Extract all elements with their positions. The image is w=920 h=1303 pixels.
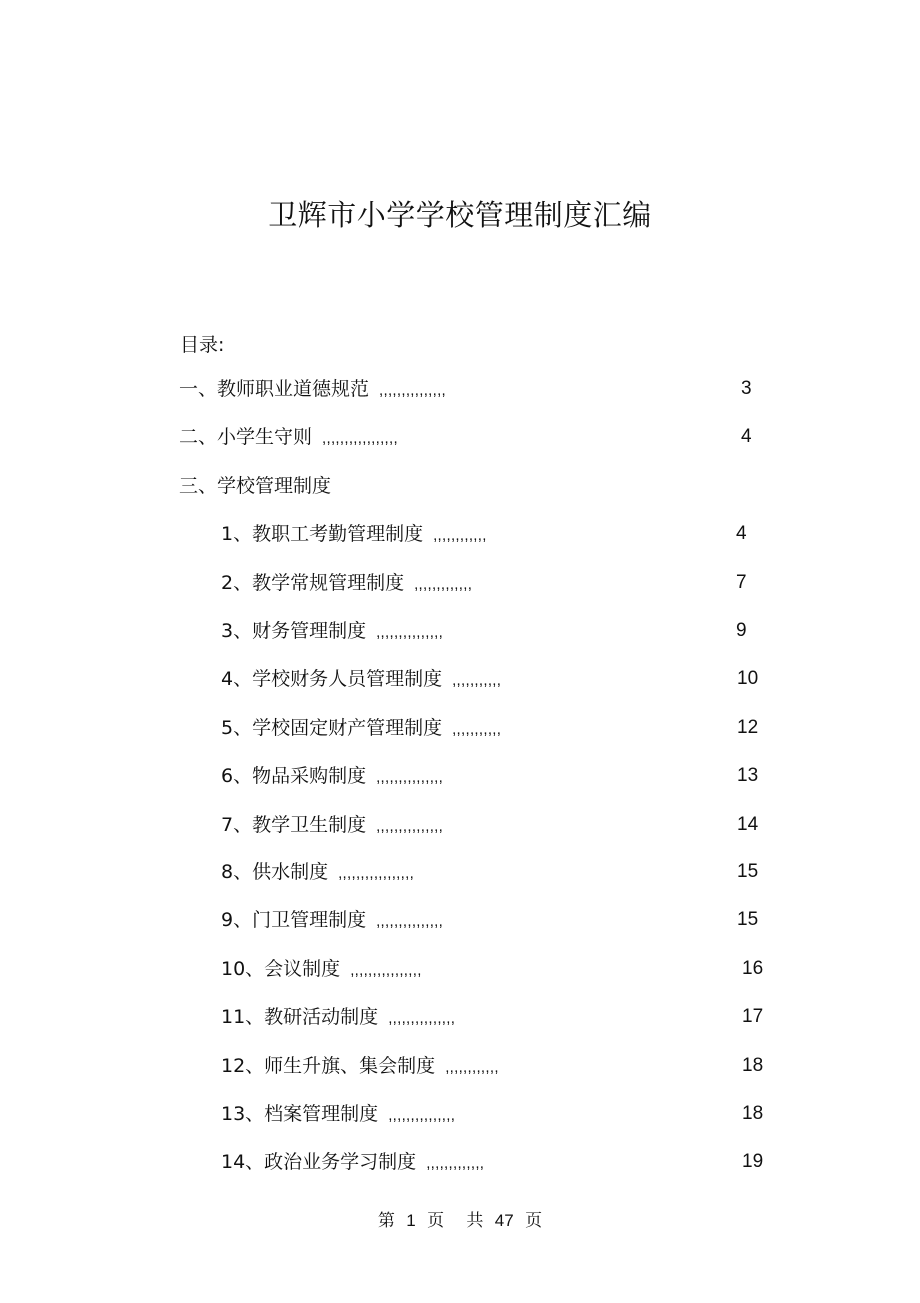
toc-entry-page: 3 xyxy=(741,378,752,399)
toc-entry xyxy=(0,954,920,984)
toc-entry xyxy=(0,857,920,887)
toc-entry xyxy=(0,761,920,791)
toc-entry-leader: ,,,,,,,,,,,,,,,,, xyxy=(338,865,415,882)
toc-entry-label: 3、财务管理制度 xyxy=(221,620,367,642)
toc-entry-label: 6、物品采购制度 xyxy=(221,765,367,787)
toc-entry-label: 2、教学常规管理制度 xyxy=(221,572,405,594)
toc-entry-page: 4 xyxy=(741,426,752,447)
toc-heading: 目录: xyxy=(180,334,225,356)
toc-entry xyxy=(0,1099,920,1129)
toc-entry-label: 10、会议制度 xyxy=(221,958,341,980)
toc-entry-page: 19 xyxy=(742,1151,764,1172)
toc-entry-page: 15 xyxy=(737,861,759,882)
toc-entry-leader: ,,,,,,,,,,,,,,, xyxy=(376,769,444,786)
footer-total-prefix: 共 xyxy=(466,1211,484,1231)
toc-entry-leader: ,,,,,,,,,,,,,,,, xyxy=(350,962,422,979)
toc-entry-page: 12 xyxy=(737,717,759,738)
toc-entry xyxy=(0,905,920,935)
toc-entry-leader: ,,,,,,,,,,,,,,, xyxy=(376,913,444,930)
toc-entry-page: 17 xyxy=(742,1006,764,1027)
toc-entry xyxy=(0,519,920,549)
footer-total-suffix: 页 xyxy=(525,1211,543,1231)
current-page-number: 1 xyxy=(406,1211,416,1230)
toc-entry-page: 15 xyxy=(737,909,759,930)
toc-entry-leader: ,,,,,,,,,,,,,,,,, xyxy=(322,430,398,447)
toc-entry-label: 13、档案管理制度 xyxy=(221,1103,379,1125)
toc-entry-page: 14 xyxy=(737,814,759,835)
toc-entry xyxy=(0,1051,920,1081)
toc-entry-leader: ,,,,,,,,,,,, xyxy=(433,527,487,544)
toc-entry-label: 11、教研活动制度 xyxy=(221,1006,379,1028)
toc-entry-leader: ,,,,,,,,,,,,,,, xyxy=(376,624,444,641)
toc-entry-page: 7 xyxy=(736,572,747,593)
toc-entry-leader: ,,,,,,,,,,,,, xyxy=(414,576,473,593)
page-title: 卫辉市小学学校管理制度汇编 xyxy=(268,198,652,232)
toc-entry-leader: ,,,,,,,,,,,,,,, xyxy=(388,1010,456,1027)
toc-entry-label: 一、教师职业道德规范 xyxy=(179,378,370,400)
toc-entry xyxy=(0,810,920,840)
toc-entry-leader: ,,,,,,,,,,,,,,, xyxy=(379,382,447,399)
toc-entry-page: 13 xyxy=(737,765,759,786)
toc-entry-label: 9、门卫管理制度 xyxy=(221,909,367,931)
toc-entry-label: 14、政治业务学习制度 xyxy=(221,1151,417,1173)
toc-entry-label: 5、学校固定财产管理制度 xyxy=(221,717,443,739)
toc-entry-label: 7、教学卫生制度 xyxy=(221,814,367,836)
toc-entry xyxy=(0,616,920,646)
footer-page-word: 页 xyxy=(427,1211,445,1231)
toc-entry-label: 1、教职工考勤管理制度 xyxy=(221,523,424,545)
toc-entry-page: 4 xyxy=(736,523,747,544)
toc-entry xyxy=(0,471,920,501)
toc-entry-leader: ,,,,,,,,,,,, xyxy=(445,1059,499,1076)
toc-entry xyxy=(0,1002,920,1032)
toc-entry xyxy=(0,664,920,694)
toc-entry-label: 三、学校管理制度 xyxy=(179,475,332,497)
footer-prefix: 第 xyxy=(377,1211,395,1231)
page-footer xyxy=(0,1206,920,1231)
toc-entry-page: 9 xyxy=(736,620,747,641)
toc-entry-leader: ,,,,,,,,,,, xyxy=(452,721,502,738)
toc-entry-label: 12、师生升旗、集会制度 xyxy=(221,1055,436,1077)
total-pages-number: 47 xyxy=(494,1211,514,1230)
toc-entry-label: 8、供水制度 xyxy=(221,861,329,883)
toc-entry xyxy=(0,713,920,743)
toc-entry xyxy=(0,374,920,404)
toc-entry-page: 10 xyxy=(737,668,759,689)
toc-entry-page: 18 xyxy=(742,1103,764,1124)
toc-entry-leader: ,,,,,,,,,,,,,,, xyxy=(388,1107,456,1124)
toc-entry xyxy=(0,1147,920,1177)
toc-entry-leader: ,,,,,,,,,,,,,,, xyxy=(376,818,444,835)
toc-entry xyxy=(0,422,920,452)
toc-entry-leader: ,,,,,,,,,,, xyxy=(452,672,502,689)
toc-entry-label: 二、小学生守则 xyxy=(179,426,313,448)
toc-entry-page: 18 xyxy=(742,1055,764,1076)
toc-entry-page: 16 xyxy=(742,958,764,979)
toc-entry xyxy=(0,568,920,598)
toc-entry-label: 4、学校财务人员管理制度 xyxy=(221,668,443,690)
toc-entry-leader: ,,,,,,,,,,,,, xyxy=(426,1155,485,1172)
